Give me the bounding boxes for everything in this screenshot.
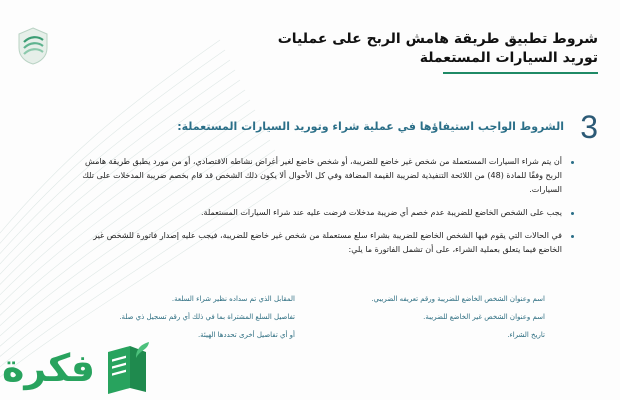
invoice-item: اسم وعنوان الشخص الخاضع للضريبة ورقم تعريفه الضريبي. bbox=[371, 295, 545, 303]
invoice-item: تفاصيل السلع المشتراة بما في ذلك أي رقم تسجيل ذي صلة. bbox=[119, 313, 295, 321]
condition-item: في الحالات التي يقوم فيها الشخص الخاضع للضريبة بشراء سلع مستعملة من شخص غير خاضع للضريبة، فيجب عليه إصدار فاتورة للشخص غير الخاضع فيما يتعلق بعملية الشراء، على أن تشمل الفاتورة ما يلي: bbox=[74, 229, 574, 257]
page-title-line-2: توريد السيارات المستعملة bbox=[419, 50, 598, 66]
section-number: 3 bbox=[580, 109, 598, 145]
book-idea-icon bbox=[102, 338, 152, 396]
invoice-item: تاريخ الشراء. bbox=[507, 331, 545, 339]
condition-item: أن يتم شراء السيارات المستعملة من شخص غير خاضع للضريبة، أو شخص خاضع لغير أغراض نشاطه الاقتصادي، أو من مورد يطبق طريقة هامش الربح وفقًا للمادة (48) من اللائحة التنفيذية لضريبة القيمة المضافة وفي كل الأحوال ألا يكون ذلك الشخص قد قام بخصم ضريبة المدخلات على تلك السيارات. bbox=[74, 155, 574, 197]
page-title bbox=[258, 30, 598, 68]
invoice-items-right-column bbox=[330, 290, 545, 344]
page-title-line-1: شروط تطبيق طريقة هامش الربح على عمليات bbox=[277, 31, 598, 47]
authority-logo-icon bbox=[16, 26, 50, 66]
title-underline bbox=[443, 72, 598, 74]
condition-item: يجب على الشخص الخاضع للضريبة عدم خصم أي ضريبة مدخلات فرضت عليه عند شراء السيارات المستعملة. bbox=[74, 206, 574, 220]
section-heading: الشروط الواجب استيفاؤها في عملية شراء وتوريد السيارات المستعملة: bbox=[177, 120, 564, 133]
invoice-item: المقابل الذي تم سداده نظير شراء السلعة. bbox=[171, 295, 295, 303]
invoice-item: أو أي تفاصيل أخرى تحددها الهيئة. bbox=[197, 331, 295, 339]
site-watermark bbox=[0, 335, 160, 400]
conditions-list bbox=[74, 155, 574, 266]
watermark-text: فكرة bbox=[2, 346, 96, 390]
invoice-item: اسم وعنوان الشخص غير الخاضع للضريبة. bbox=[423, 313, 545, 321]
